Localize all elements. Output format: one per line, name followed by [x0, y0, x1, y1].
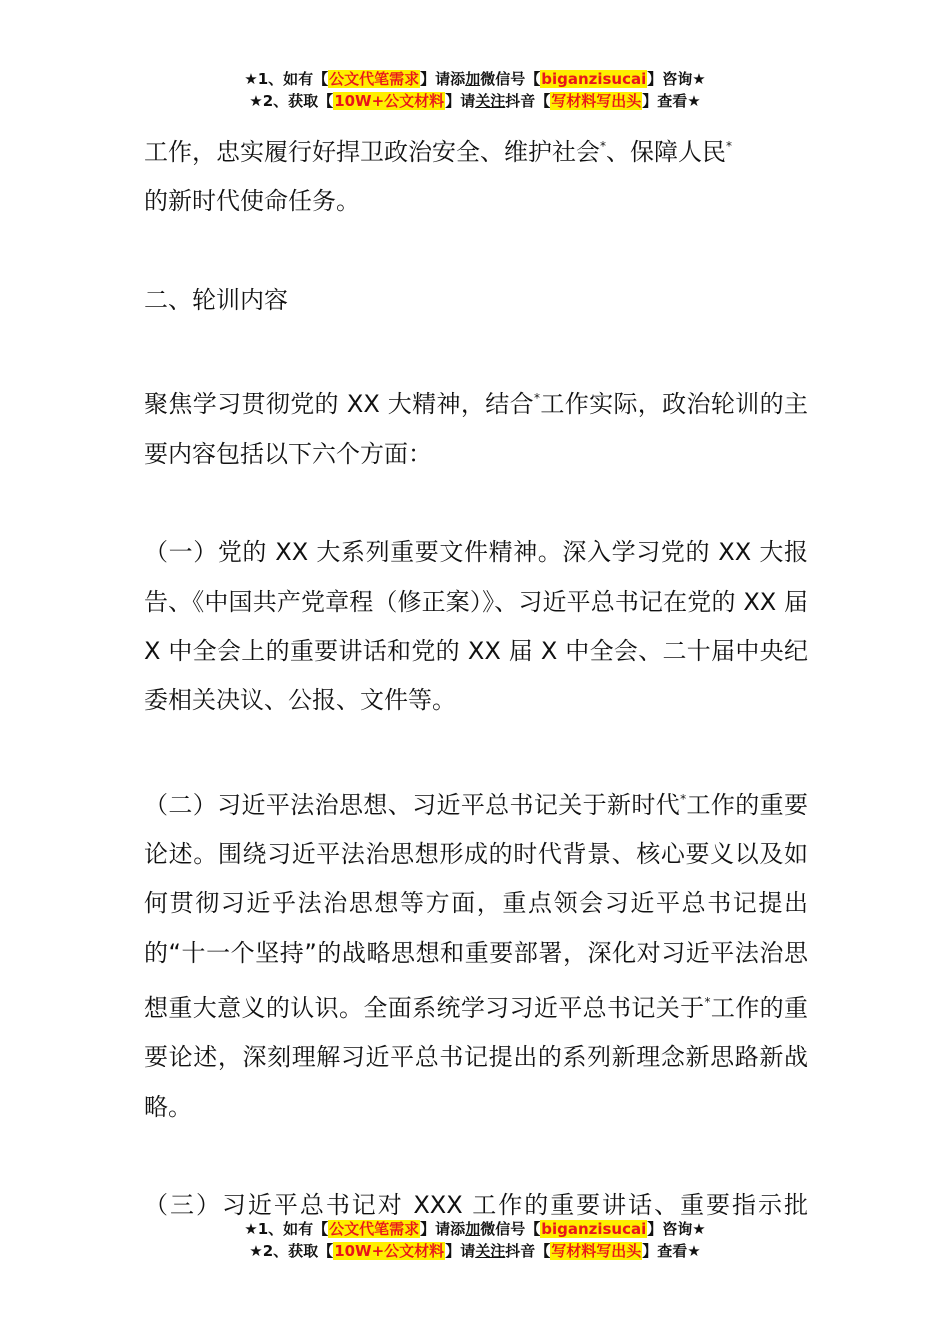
banner-line-2: ★2、获取【10W+公文材料】请关注抖音【写材料写出头】查看★ [249, 92, 701, 110]
banner-highlight: 公文代笔需求 [329, 1220, 420, 1238]
banner-line-1: ★1、如有【公文代笔需求】请添加微信号【biganzisucai】咨询★ [244, 70, 706, 88]
paragraph-item-2: （二）习近平法治思想、习近平总书记关于新时代*工作的重要论述。围绕习近平法治思想形成的时代背景、核心要义以及如何贯彻习近乎法治思想等方面，重点领会习近平总书记提出的“十一个坚持”的战略思想和重要部署，深化对习近平法治思想重大意义的认识。全面系统学习习近平总书记关于*工作的重要论述，深刻理解习近平总书记提出的系列新理念新思路新战略。 [144, 790, 809, 1121]
paragraph-item-3: （三）习近平总书记对 XXX 工作的重要讲话、重要指示批 [144, 1191, 808, 1220]
paragraph-content-overview: 聚焦学习贯彻党的 XX 大精神，结合*工作实际，政治轮训的主要内容包括以下六个方面： [144, 390, 809, 468]
banner-highlight: 写材料写出头 [551, 1242, 642, 1260]
banner-highlight: 10W+公文材料 [334, 1242, 445, 1260]
banner-highlight: 写材料写出头 [551, 92, 642, 110]
banner-line-1: ★1、如有【公文代笔需求】请添加微信号【biganzisucai】咨询★ [244, 1220, 706, 1238]
banner-line-2: ★2、获取【10W+公文材料】请关注抖音【写材料写出头】查看★ [249, 1242, 701, 1260]
paragraph-item-1: （一）党的 XX 大系列重要文件精神。深入学习党的 XX 大报告、《中国共产党章程（修正案）》、习近平总书记在党的 XX 届 X 中全会上的重要讲话和党的 XX 届 X 中全会、二十届中央纪委相关决议、公报、文件等。 [144, 538, 808, 715]
banner-highlight: 10W+公文材料 [334, 92, 445, 110]
section-heading: 二、轮训内容 [144, 285, 288, 314]
top-banner [0, 68, 950, 112]
banner-highlight: biganzisucai [541, 70, 647, 88]
document-body [144, 122, 808, 1231]
banner-highlight: 公文代笔需求 [329, 70, 420, 88]
banner-highlight: biganzisucai [541, 1220, 647, 1238]
bottom-banner [0, 1218, 950, 1262]
paragraph-intro-continued: 工作，忠实履行好捍卫政治安全、维护社会*、保障人民* 的新时代使命任务。 [144, 138, 732, 216]
